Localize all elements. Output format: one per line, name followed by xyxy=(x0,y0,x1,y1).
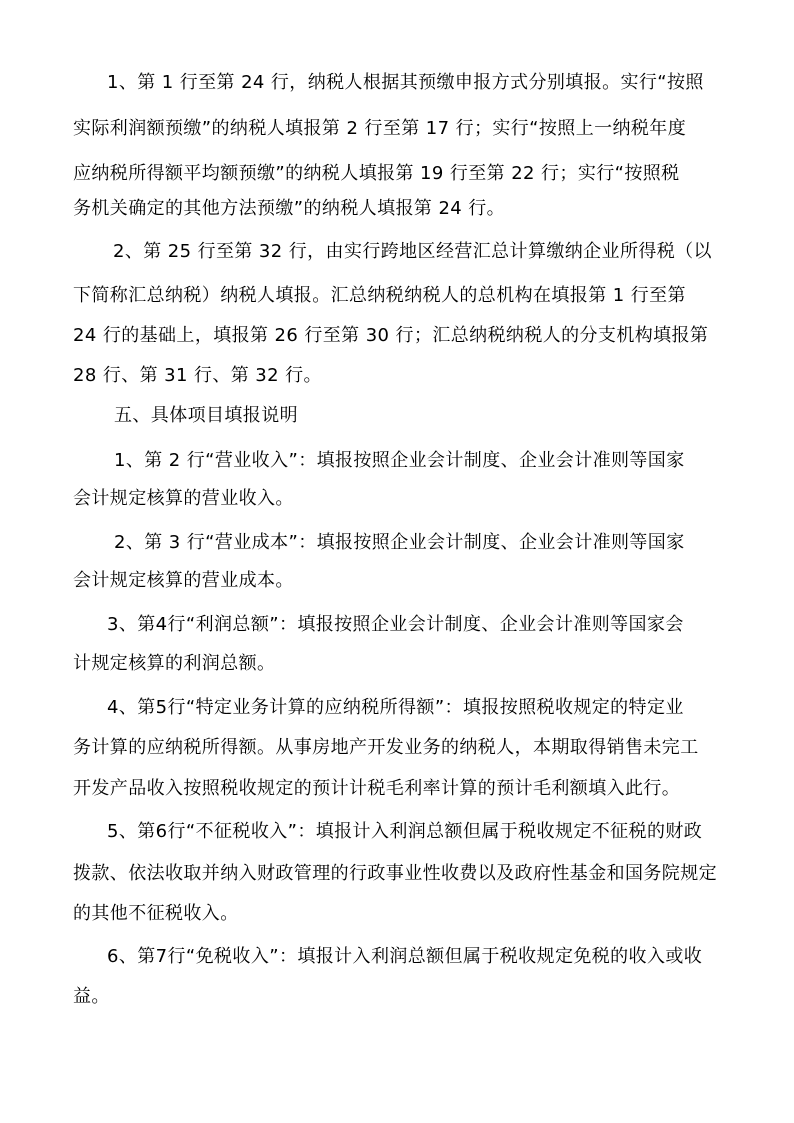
text-line: 应纳税所得额平均额预缴”的纳税人填报第 19 行至第 22 行；实行“按照税 xyxy=(73,163,680,184)
text-line: 1、第 1 行至第 24 行，纳税人根据其预缴申报方式分别填报。实行“按照 xyxy=(107,72,704,93)
text-line: 2、第 25 行至第 32 行，由实行跨地区经营汇总计算缴纳企业所得税（以 xyxy=(113,241,712,262)
text-line: 实际利润额预缴”的纳税人填报第 2 行至第 17 行；实行“按照上一纳税年度 xyxy=(73,118,687,139)
text-line: 4、第5行“特定业务计算的应纳税所得额”：填报按照税收规定的特定业 xyxy=(107,697,684,718)
text-line: 24 行的基础上，填报第 26 行至第 30 行；汇总纳税纳税人的分支机构填报第 xyxy=(73,325,709,346)
text-line: 2、第 3 行“营业成本”：填报按照企业会计制度、企业会计准则等国家 xyxy=(114,532,685,553)
text-line: 3、第4行“利润总额”：填报按照企业会计制度、企业会计准则等国家会 xyxy=(107,614,684,635)
text-line: 计规定核算的利润总额。 xyxy=(73,653,276,674)
text-line: 开发产品收入按照税收规定的预计计税毛利率计算的预计毛利额填入此行。 xyxy=(73,778,681,799)
text-line: 会计规定核算的营业成本。 xyxy=(73,570,294,591)
text-line: 5、第6行“不征税收入”：填报计入利润总额但属于税收规定不征税的财政 xyxy=(107,821,703,842)
text-line: 务计算的应纳税所得额。从事房地产开发业务的纳税人，本期取得销售未完工 xyxy=(73,737,699,758)
text-line: 会计规定核算的营业收入。 xyxy=(73,488,294,509)
text-line: 务机关确定的其他方法预缴”的纳税人填报第 24 行。 xyxy=(73,198,506,219)
section-heading: 五、具体项目填报说明 xyxy=(114,405,298,426)
text-line: 的其他不征税收入。 xyxy=(73,903,239,924)
text-line: 拨款、依法收取并纳入财政管理的行政事业性收费以及政府性基金和国务院规定 xyxy=(73,863,717,884)
text-line: 6、第7行“免税收入”：填报计入利润总额但属于税收规定免税的收入或收 xyxy=(107,946,703,967)
text-line: 1、第 2 行“营业收入”：填报按照企业会计制度、企业会计准则等国家 xyxy=(114,450,685,471)
text-line: 28 行、第 31 行、第 32 行。 xyxy=(73,365,322,386)
text-line: 下简称汇总纳税）纳税人填报。汇总纳税纳税人的总机构在填报第 1 行至第 xyxy=(73,285,686,306)
text-line: 益。 xyxy=(73,986,110,1007)
